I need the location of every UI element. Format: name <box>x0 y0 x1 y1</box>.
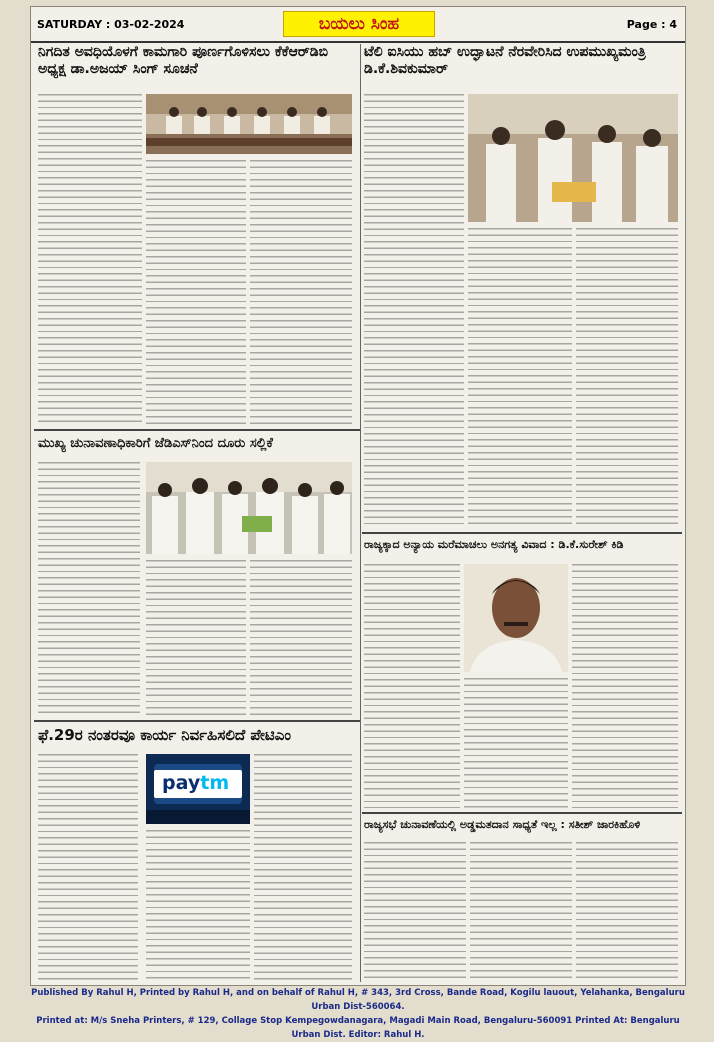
article-body-text <box>250 560 352 718</box>
article-body-text <box>364 94 464 528</box>
dk-shivakumar-photo <box>468 94 678 222</box>
paytm-logo-tm: tm <box>200 772 230 794</box>
headline-kkrdb: ನಿಗದಿತ ಅವಧಿಯೊಳಗೆ ಕಾಮಗಾರಿ ಪೂರ್ಣಗೊಳಿಸಲು ಕೆಕೆಆರ್‌ಡಿಬಿ ಅಧ್ಯಕ್ಷ ಡಾ.ಅಜಯ್ ಸಿಂಗ್ ಸೂಚನೆ <box>38 44 328 77</box>
article-body-text <box>146 560 246 718</box>
article-body-text <box>250 160 352 426</box>
article-body-text <box>464 678 568 808</box>
page-number: Page : 4 <box>626 18 677 31</box>
paytm-logo <box>162 772 229 794</box>
column-divider <box>360 44 361 982</box>
article-body-text <box>468 228 572 528</box>
article-body-text <box>38 462 140 718</box>
article-body-text <box>38 754 138 980</box>
imprint-footer <box>30 986 686 1040</box>
article-body-text <box>576 228 678 528</box>
divider <box>34 429 360 431</box>
headline-tele-icu: ಟೆಲಿ ಐಸಿಯು ಹಬ್ ಉದ್ಘಾಟನೆ ನೆರವೇರಿಸಿದ ಉಪಮುಖ್ಯಮಂತ್ರಿ ಡಿ.ಕೆ.ಶಿವಕುಮಾರ್ <box>364 44 646 77</box>
divider <box>362 532 682 534</box>
jds-delegation-photo <box>146 462 352 554</box>
dk-suresh-portrait <box>464 564 568 672</box>
headline-dk-suresh: ರಾಜ್ಯಕ್ಕಾದ ಅನ್ಯಾಯ ಮರೆಮಾಚಲು ಅನಗತ್ಯ ವಿವಾದ : ಡಿ.ಕೆ.ಸುರೇಶ್ ಕಿಡಿ <box>364 538 624 551</box>
headline-paytm: ಫೆ.29ರ ನಂತರವೂ ಕಾರ್ಯ ನಿರ್ವಹಿಸಲಿದೆ ಪೇಟಿಎಂ <box>38 726 291 744</box>
imprint-line-printer: Printed at: M/s Sneha Printers, # 129, Collage Stop Kempegowdanagara, Magadi Main Road, Bengaluru-560091 Printed At: Bengaluru Urban Dist. Editor: Rahul H. <box>36 1016 680 1040</box>
article-body-text <box>364 842 466 980</box>
article-body-text <box>38 94 142 426</box>
headline-jds-complaint: ಮುಖ್ಯ ಚುನಾವಣಾಧಿಕಾರಿಗೆ ಜೆಡಿಎಸ್‌ನಿಂದ ದೂರು ಸಲ್ಲಿಕೆ <box>38 436 273 451</box>
newspaper-brand: ಬಯಲು ಸಿಂಹ <box>283 11 435 37</box>
article-body-text <box>572 564 678 808</box>
paytm-logo-pay: pay <box>162 772 201 794</box>
divider <box>34 720 360 722</box>
article-body-text <box>146 160 246 426</box>
issue-date: SATURDAY : 03-02-2024 <box>37 18 185 31</box>
headline-rajya-sabha: ರಾಜ್ಯಸಭೆ ಚುನಾವಣೆಯಲ್ಲಿ ಅಡ್ಡಮತದಾನ ಸಾಧ್ಯತೆ ಇಲ್ಲ : ಸತೀಶ್ ಜಾರಕಿಹೊಳಿ <box>364 818 641 831</box>
divider <box>362 812 682 814</box>
article-body-text <box>364 564 460 808</box>
article-body-text <box>470 842 572 980</box>
masthead <box>31 7 685 43</box>
article-body-text <box>576 842 678 980</box>
meeting-photo <box>146 94 352 154</box>
imprint-line-publisher: Published By Rahul H, Printed by Rahul H, and on behalf of Rahul H, # 343, 3rd Cross, Bande Road, Kogilu lauout, Yelahanka, Bengaluru Urban Dist-560064. <box>31 988 685 1012</box>
article-body-text <box>146 830 250 980</box>
article-body-text <box>254 754 352 980</box>
